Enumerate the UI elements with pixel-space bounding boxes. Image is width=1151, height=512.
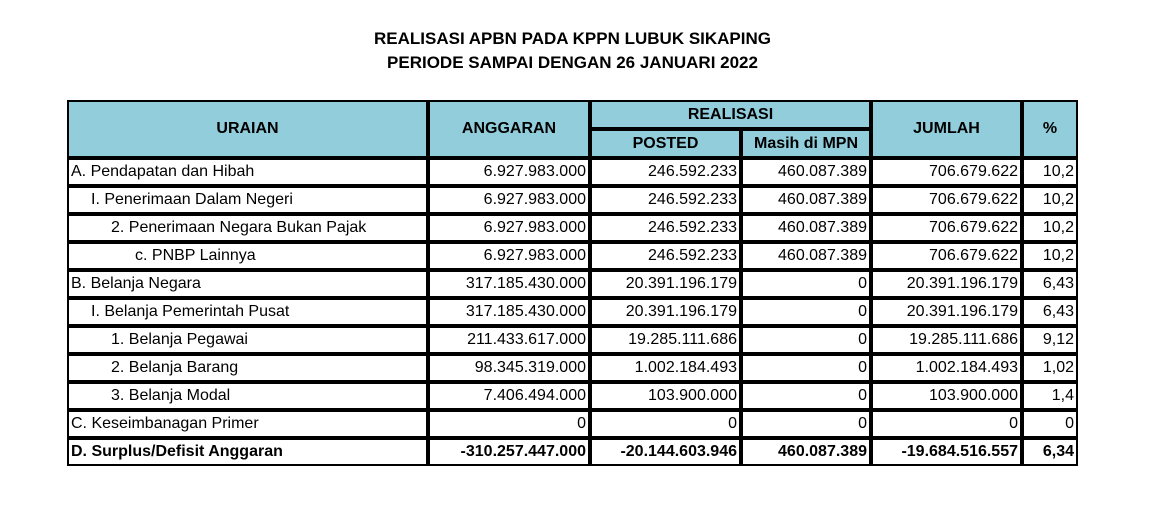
table-row bbox=[67, 326, 1078, 354]
header-persen: % bbox=[1022, 100, 1078, 158]
row-anggaran: 0 bbox=[428, 410, 590, 438]
row-persen: 10,2 bbox=[1022, 158, 1078, 186]
row-uraian: I. Belanja Pemerintah Pusat bbox=[67, 298, 428, 326]
row-masih-di-mpn: 460.087.389 bbox=[741, 242, 871, 270]
row-posted: 246.592.233 bbox=[590, 242, 741, 270]
row-masih-di-mpn: 0 bbox=[741, 270, 871, 298]
table-row bbox=[67, 270, 1078, 298]
row-jumlah: -19.684.516.557 bbox=[871, 438, 1022, 466]
apbn-table bbox=[67, 100, 1078, 466]
row-uraian: 2. Belanja Barang bbox=[67, 354, 428, 382]
row-uraian: 1. Belanja Pegawai bbox=[67, 326, 428, 354]
row-posted: 19.285.111.686 bbox=[590, 326, 741, 354]
row-anggaran: 6.927.983.000 bbox=[428, 158, 590, 186]
report-title-line1: REALISASI APBN PADA KPPN LUBUK SIKAPING bbox=[373, 29, 771, 48]
row-uraian: C. Keseimbanagan Primer bbox=[67, 410, 428, 438]
table-row bbox=[67, 242, 1078, 270]
table-row bbox=[67, 158, 1078, 186]
row-masih-di-mpn: 460.087.389 bbox=[741, 186, 871, 214]
table-row bbox=[67, 410, 1078, 438]
header-realisasi: REALISASI bbox=[590, 100, 871, 129]
row-posted: 20.391.196.179 bbox=[590, 298, 741, 326]
row-anggaran: 6.927.983.000 bbox=[428, 242, 590, 270]
row-anggaran: 211.433.617.000 bbox=[428, 326, 590, 354]
table-row bbox=[67, 382, 1078, 410]
table-row-total bbox=[67, 438, 1078, 466]
row-masih-di-mpn: 0 bbox=[741, 354, 871, 382]
table-row bbox=[67, 214, 1078, 242]
row-masih-di-mpn: 0 bbox=[741, 410, 871, 438]
header-uraian: URAIAN bbox=[67, 100, 428, 158]
row-persen: 6,43 bbox=[1022, 270, 1078, 298]
table-row bbox=[67, 354, 1078, 382]
header-anggaran: ANGGARAN bbox=[428, 100, 590, 158]
row-jumlah: 103.900.000 bbox=[871, 382, 1022, 410]
header-posted: POSTED bbox=[590, 129, 741, 158]
row-masih-di-mpn: 460.087.389 bbox=[741, 158, 871, 186]
row-uraian: c. PNBP Lainnya bbox=[67, 242, 428, 270]
row-jumlah: 20.391.196.179 bbox=[871, 270, 1022, 298]
row-posted: 246.592.233 bbox=[590, 158, 741, 186]
row-masih-di-mpn: 0 bbox=[741, 382, 871, 410]
row-anggaran: -310.257.447.000 bbox=[428, 438, 590, 466]
row-posted: 0 bbox=[590, 410, 741, 438]
row-persen: 1,4 bbox=[1022, 382, 1078, 410]
row-posted: 246.592.233 bbox=[590, 214, 741, 242]
table-row bbox=[67, 298, 1078, 326]
row-masih-di-mpn: 0 bbox=[741, 326, 871, 354]
row-posted: -20.144.603.946 bbox=[590, 438, 741, 466]
row-jumlah: 706.679.622 bbox=[871, 158, 1022, 186]
row-persen: 1,02 bbox=[1022, 354, 1078, 382]
table-row bbox=[67, 186, 1078, 214]
row-anggaran: 6.927.983.000 bbox=[428, 186, 590, 214]
row-persen: 0 bbox=[1022, 410, 1078, 438]
row-uraian: 2. Penerimaan Negara Bukan Pajak bbox=[67, 214, 428, 242]
row-posted: 103.900.000 bbox=[590, 382, 741, 410]
row-uraian: B. Belanja Negara bbox=[67, 270, 428, 298]
row-uraian: 3. Belanja Modal bbox=[67, 382, 428, 410]
row-anggaran: 7.406.494.000 bbox=[428, 382, 590, 410]
row-anggaran: 317.185.430.000 bbox=[428, 298, 590, 326]
row-jumlah: 19.285.111.686 bbox=[871, 326, 1022, 354]
row-anggaran: 317.185.430.000 bbox=[428, 270, 590, 298]
row-uraian: I. Penerimaan Dalam Negeri bbox=[67, 186, 428, 214]
row-persen: 9,12 bbox=[1022, 326, 1078, 354]
row-jumlah: 706.679.622 bbox=[871, 242, 1022, 270]
row-masih-di-mpn: 460.087.389 bbox=[741, 438, 871, 466]
row-persen: 10,2 bbox=[1022, 186, 1078, 214]
row-posted: 246.592.233 bbox=[590, 186, 741, 214]
header-masih-di-mpn: Masih di MPN bbox=[741, 129, 871, 158]
row-uraian: A. Pendapatan dan Hibah bbox=[67, 158, 428, 186]
row-anggaran: 98.345.319.000 bbox=[428, 354, 590, 382]
row-anggaran: 6.927.983.000 bbox=[428, 214, 590, 242]
row-masih-di-mpn: 0 bbox=[741, 298, 871, 326]
report-title-line2: PERIODE SAMPAI DENGAN 26 JANUARI 2022 bbox=[387, 53, 758, 72]
row-persen: 10,2 bbox=[1022, 242, 1078, 270]
row-persen: 6,43 bbox=[1022, 298, 1078, 326]
row-uraian: D. Surplus/Defisit Anggaran bbox=[67, 438, 428, 466]
row-jumlah: 1.002.184.493 bbox=[871, 354, 1022, 382]
row-jumlah: 0 bbox=[871, 410, 1022, 438]
header-jumlah: JUMLAH bbox=[871, 100, 1022, 158]
report-title bbox=[0, 27, 1145, 75]
row-posted: 20.391.196.179 bbox=[590, 270, 741, 298]
row-masih-di-mpn: 460.087.389 bbox=[741, 214, 871, 242]
row-jumlah: 706.679.622 bbox=[871, 186, 1022, 214]
row-jumlah: 706.679.622 bbox=[871, 214, 1022, 242]
row-persen: 6,34 bbox=[1022, 438, 1078, 466]
row-jumlah: 20.391.196.179 bbox=[871, 298, 1022, 326]
row-posted: 1.002.184.493 bbox=[590, 354, 741, 382]
row-persen: 10,2 bbox=[1022, 214, 1078, 242]
